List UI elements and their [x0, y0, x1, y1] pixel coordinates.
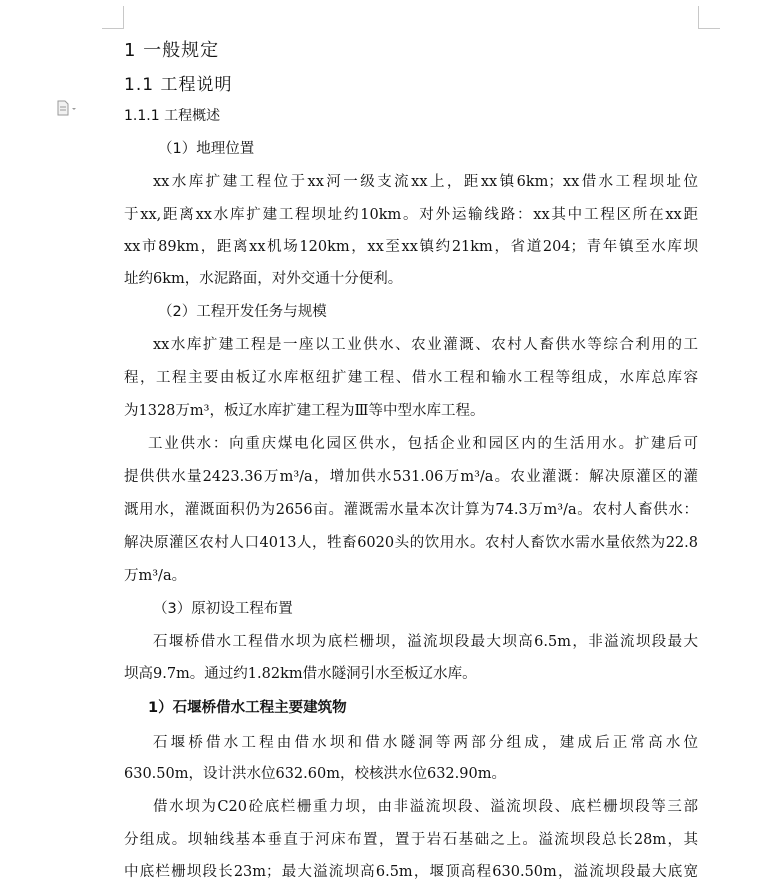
crop-mark-right-vertical	[698, 6, 699, 28]
paragraph-line: 分组成。坝轴线基本垂直于河床布置，置于岩石基础之上。溢流坝段总长28m，其	[124, 832, 698, 848]
paragraph-line: 工业供水：向重庆煤电化园区供水，包括企业和园区内的生活用水。扩建后可	[148, 436, 698, 452]
heading-level-3: 1.1.1 工程概述	[124, 108, 221, 124]
paragraph-line: 中底栏栅坝段长23m；最大溢流坝高6.5m，堰顶高程630.50m，溢流坝段最大底宽	[124, 864, 698, 880]
document-nav-icon[interactable]	[56, 100, 78, 116]
crop-mark-left-vertical	[123, 6, 124, 28]
paragraph-line: 解决原灌区农村人口4013人，牲畜6020头的饮用水。农村人畜饮水需水量依然为22.8	[124, 535, 698, 551]
paragraph-line: 溉用水，灌溉面积仍为2656亩。灌溉需水量本次计算为74.3万m³/a。农村人畜供水：	[124, 502, 698, 518]
paragraph-line: xx水库扩建工程是一座以工业供水、农业灌溉、农村人畜供水等综合利用的工	[153, 337, 698, 353]
paragraph-line: xx水库扩建工程位于xx河一级支流xx上，距xx镇6km；xx借水工程坝址位	[153, 174, 698, 190]
section-main-structures: 1）石堰桥借水工程主要建筑物	[148, 700, 347, 716]
paragraph-line: 于xx,距离xx水库扩建工程坝址约10km。对外运输线路：xx其中工程区所在xx距	[124, 207, 698, 223]
crop-mark-left-horizontal	[102, 28, 124, 29]
paragraph-line: 万m³/a。	[124, 568, 187, 584]
paragraph-line: xx市89km，距离xx机场120km，xx至xx镇约21km，省道204；青年镇至水库坝	[124, 239, 698, 255]
paragraph-line: 程，工程主要由板辽水库枢纽扩建工程、借水工程和输水工程等组成，水库总库容	[124, 370, 698, 386]
section-original-design-layout: （3）原初设工程布置	[153, 601, 293, 617]
heading-level-2: 1.1 工程说明	[124, 75, 233, 95]
paragraph-line: 630.50m，设计洪水位632.60m，校核洪水位632.90m。	[124, 766, 506, 782]
paragraph-line: 址约6km，水泥路面，对外交通十分便利。	[124, 271, 403, 287]
paragraph-line: 借水坝为C20砼底栏栅重力坝，由非溢流坝段、溢流坝段、底栏栅坝段等三部	[153, 799, 698, 815]
section-development-tasks: （2）工程开发任务与规模	[158, 304, 327, 320]
paragraph-line: 石堰桥借水工程由借水坝和借水隧洞等两部分组成，建成后正常高水位	[153, 735, 698, 751]
crop-mark-right-horizontal	[698, 28, 720, 29]
paragraph-line: 提供供水量2423.36万m³/a，增加供水531.06万m³/a。农业灌溉：解决原灌区的灌	[124, 469, 698, 485]
paragraph-line: 为1328万m³，板辽水库扩建工程为Ⅲ等中型水库工程。	[124, 403, 485, 419]
heading-level-1: 1 一般规定	[124, 40, 220, 61]
paragraph-line: 坝高9.7m。通过约1.82km借水隧洞引水至板辽水库。	[124, 666, 477, 682]
section-geographic-location: （1）地理位置	[158, 141, 255, 157]
paragraph-line: 石堰桥借水工程借水坝为底栏栅坝，溢流坝段最大坝高6.5m，非溢流坝段最大	[153, 634, 698, 650]
